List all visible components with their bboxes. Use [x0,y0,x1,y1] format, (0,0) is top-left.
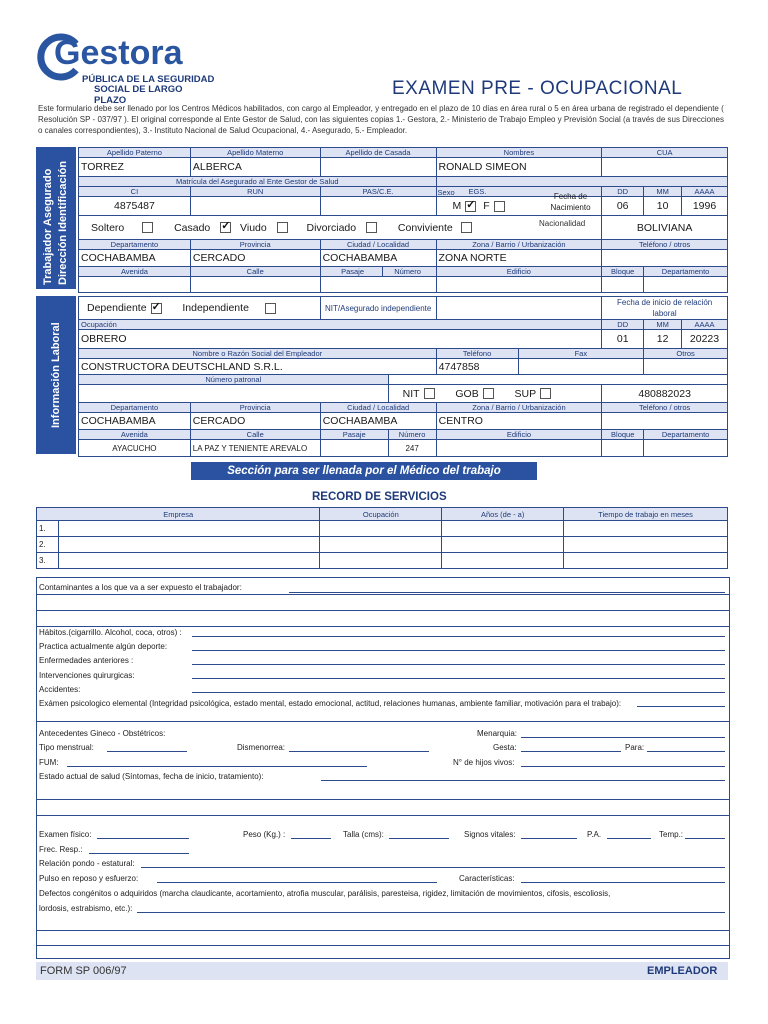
field-pasaje-numero[interactable] [320,277,436,293]
logo-line1: PÚBLICA DE LA SEGURIDAD [82,74,215,85]
hdr-spacer [436,177,727,187]
field-examen-fisico[interactable] [97,838,189,839]
label-menarquia: Menarquia: [477,729,518,738]
hdr-calle: Calle [190,267,320,277]
field-calle[interactable] [190,277,320,293]
hdr-aaaa: AAAA [682,187,728,197]
hdr-dd: DD [602,187,644,197]
field-avenida[interactable] [79,277,191,293]
form-id: FORM SP 006/97 [40,965,127,977]
hdr-dpto: Departamento [644,267,728,277]
record-empresa[interactable] [58,553,319,569]
hdr-lab-departamento: Departamento [79,403,191,413]
label-signos: Signos vitales: [464,830,516,839]
hdr-anos: Años (de - a) [442,508,564,521]
record-table [36,507,728,569]
estado-civil-row [79,216,602,240]
record-row-num: 1. [37,521,59,537]
dependiente-label: Dependiente [87,302,147,314]
field-nacionalidad[interactable]: BOLIVIANA [602,216,728,240]
footer-bar [36,962,728,980]
field-run[interactable] [190,197,320,216]
field-lab-bloque[interactable] [602,440,644,457]
hdr-cua: CUA [602,148,728,158]
field-zona[interactable]: ZONA NORTE [436,250,602,267]
nit-label: NIT [402,387,420,400]
field-patronal-blank[interactable] [79,385,389,403]
field-accidentes[interactable] [192,692,725,693]
dependiente-checkbox[interactable] [151,303,162,314]
casado-label: Casado [174,221,211,234]
hdr-run: RUN [190,187,320,197]
label-hijos: N° de hijos vivos: [453,758,515,767]
hdr-patronal-spacer [388,375,727,385]
field-lab-edificio[interactable] [436,440,602,457]
hdr-lab-telefono: Teléfono [436,349,518,359]
gob-checkbox[interactable] [483,388,494,399]
independiente-label: Independiente [182,302,249,314]
hdr-lab-pasaje: Pasaje [320,430,388,440]
record-ocupacion[interactable] [320,537,442,553]
hdr-mm: MM [644,187,682,197]
hdr-lab-avenida: Avenida [79,430,191,440]
hdr-otros: Otros [644,349,728,359]
hdr-zona: Zona / Barrio / Urbanización [436,240,602,250]
field-lab-avenida[interactable]: AYACUCHO [79,440,191,457]
sidebar-label-direccion: Dirección Identificación [57,160,69,285]
field-departamento[interactable]: COCHABAMBA [79,250,191,267]
field-relacion[interactable] [141,867,725,868]
label-frec-resp: Frec. Resp.: [39,845,83,854]
field-pa[interactable] [607,838,651,839]
field-signos[interactable] [521,838,577,839]
hdr-avenida: Avenida [79,267,191,277]
rule [37,721,729,722]
hdr-matricula: Matrícula del Asegurado al Ente Gestor de Salud [79,177,437,187]
record-title: RECORD DE SERVICIOS [312,491,447,503]
label-pulso: Pulso en reposo y esfuerzo: [39,874,139,883]
field-lab-dd[interactable]: 01 [602,330,644,349]
label-gesta: Gesta: [493,743,517,752]
exam-section [36,577,730,959]
divorciado-label: Divorciado [306,221,357,234]
hdr-lab-numero: Número [388,430,436,440]
label-dismenorrea: Dismenorrea: [237,743,286,752]
field-aaaa[interactable]: 1996 [682,197,728,216]
field-lab-numero[interactable]: 247 [388,440,436,457]
field-lab-tel-otros[interactable] [602,413,728,430]
hdr-ocupacion: Ocupación [79,320,602,330]
tipo-empleador-row [388,385,602,403]
field-hijos[interactable] [521,766,725,767]
label-contaminantes: Contaminantes a los que va a ser expuesto el trabajador: [39,583,242,592]
field-ciudad[interactable]: COCHABAMBA [320,250,436,267]
tipo-asegurado-row [79,297,321,320]
sup-label: SUP [514,387,537,400]
field-dd[interactable]: 06 [602,197,644,216]
field-razon-social[interactable]: CONSTRUCTORA DEUTSCHLAND S.R.L. [79,359,437,375]
hdr-telefono: Teléfono / otros [602,240,728,250]
field-lab-calle[interactable]: LA PAZ Y TENIENTE AREVALO [190,440,320,457]
record-anos[interactable] [442,537,564,553]
label-pa: P.A. [587,830,602,839]
field-intervenciones[interactable] [192,678,725,679]
record-anos[interactable] [442,553,564,569]
hdr-ciudad: Ciudad / Localidad [320,240,436,250]
sexo-m-label: M [452,200,462,212]
hdr-lab-dd: DD [602,320,644,330]
field-lab-departamento[interactable]: COCHABAMBA [79,413,191,430]
rule [37,594,729,595]
logo-line2: SOCIAL DE LARGO PLAZO [94,84,183,106]
hdr-apellido-materno: Apellido Materno [190,148,320,158]
hdr-lab-aaaa: AAAA [682,320,728,330]
hdr-lab-edificio: Edificio [436,430,602,440]
field-edificio[interactable] [436,277,602,293]
field-lab-aaaa[interactable]: 20223 [682,330,728,349]
label-fum: FUM: [39,758,59,767]
field-lab-dpto[interactable] [644,440,728,457]
hdr-fecha-inicio: Fecha de inicio de relación laboral [602,297,728,320]
field-talla[interactable] [389,838,449,839]
field-otros[interactable] [644,359,728,375]
label-psicologico: Exámen psicologico elemental (Integridad psicológica, estado mental, estado emocional, actitud, relaciones humanas, ambiente familiar, motivación para el trabajo): [39,699,622,708]
intro-text: Este formulario debe ser llenado por los Centros Médicos habilitados, con cargo al Empleador, y entregado en el plazo de 10 días en área rural o 5 en área urbana de registrado el dependiente ( Resolución SP - 037/97 ). El original corresponde al Ente Gestor de Salud, con las siguientes copias 1.- Gestora, 2.- Ministerio de Trabajo Empleo y Previsión Social (a través de sus Direcciones o canales correspondientes), 3.- Instituto Nacional de Salud Ocupacional, 4.- Asegurado, 5.- Empleador. [38,104,724,135]
hdr-pasaje: Pasaje [324,267,383,276]
field-ci[interactable]: 4875487 [79,197,191,216]
record-tiempo[interactable] [564,537,728,553]
hdr-tiempo: Tiempo de trabajo en meses [564,508,728,521]
record-row-num: 2. [37,537,59,553]
field-tipo-menstrual[interactable] [107,751,187,752]
field-nit-independiente[interactable] [436,297,602,320]
record-empresa[interactable] [58,521,319,537]
field-apellido-paterno[interactable]: TORREZ [79,158,191,177]
label-examen-fisico: Examen físico: [39,830,92,839]
hdr-patronal: Número patronal [79,375,389,385]
viudo-checkbox[interactable] [277,222,288,233]
field-temp[interactable] [685,838,725,839]
field-frec-resp[interactable] [89,853,189,854]
gob-label: GOB [455,387,479,400]
field-lab-provincia[interactable]: CERCADO [190,413,320,430]
record-anos[interactable] [442,521,564,537]
field-defectos[interactable] [137,912,725,913]
hdr-edificio: Edificio [436,267,602,277]
hdr-lab-mm: MM [644,320,682,330]
nit-checkbox[interactable] [424,388,435,399]
field-pulso[interactable] [157,882,437,883]
field-dismenorrea[interactable] [289,751,429,752]
laboral-table [78,296,728,457]
medico-section-banner: Sección para ser llenada por el Médico del trabajo [191,462,537,480]
label-accidentes: Accidentes: [39,685,81,694]
field-provincia[interactable]: CERCADO [190,250,320,267]
field-pas[interactable] [320,197,436,216]
hdr-lab-bloque: Bloque [602,430,644,440]
label-enfermedades: Enfermedades anteriores : [39,656,134,665]
field-enfermedades[interactable] [192,664,725,665]
rule [37,815,729,816]
section2-sidebar [36,296,76,454]
label-deporte: Practica actualmente algún deporte: [39,642,168,651]
hdr-lab-dpto: Departamento [644,430,728,440]
hdr-ci: CI [79,187,191,197]
copy-recipient: EMPLEADOR [647,965,718,977]
hdr-nit-independiente: NIT/Asegurado independiente [320,297,436,320]
record-tiempo[interactable] [564,521,728,537]
conviviente-label: Conviviente [397,221,453,234]
field-gesta[interactable] [521,751,621,752]
field-para[interactable] [647,751,725,752]
label-relacion: Relación pondo - estatural: [39,859,135,868]
label-estado-salud: Estado actual de salud (Síntomas, fecha de inicio, tratamiento): [39,772,264,781]
rule [37,945,729,946]
hdr-lab-zona: Zona / Barrio / Urbanización [436,403,602,413]
hdr-provincia: Provincia [190,240,320,250]
hdr-bloque: Bloque [602,267,644,277]
gestora-logo [36,34,216,106]
section1-sidebar [36,147,76,289]
field-lab-telefono[interactable]: 4747858 [436,359,518,375]
hdr-lab-ciudad: Ciudad / Localidad [320,403,436,413]
rule [37,626,729,627]
divorciado-checkbox[interactable] [366,222,377,233]
hdr-empresa: Empresa [37,508,320,521]
field-mm[interactable]: 10 [644,197,682,216]
label-defectos1: Defectos congénitos o adquiridos (marcha claudicante, acortamiento, atrofia muscular, parálisis, paresteisa, rigidez, limitación de movimientos, cifosis, escoliosis, [39,889,611,898]
label-gineco: Antecedentes Gineco - Obstétricos: [39,729,166,738]
field-contaminantes[interactable] [289,592,725,593]
field-nombres[interactable]: RONALD SIMEON [436,158,602,177]
viudo-label: Viudo [240,221,267,234]
label-habitos: Hábitos.(cigarrillo. Alcohol, coca, otros) : [39,628,182,637]
soltero-checkbox[interactable] [142,222,153,233]
field-numero-patronal[interactable]: 480882023 [602,385,728,403]
logo-word: Gestora [54,34,183,72]
rule [37,610,729,611]
field-menarquia[interactable] [521,737,725,738]
hdr-rec-ocupacion: Ocupación [320,508,442,521]
field-lab-mm[interactable]: 12 [644,330,682,349]
record-tiempo[interactable] [564,553,728,569]
field-lab-ciudad[interactable]: COCHABAMBA [320,413,436,430]
field-psicologico[interactable] [637,706,725,707]
field-fum[interactable] [67,766,367,767]
field-habitos[interactable] [192,636,725,637]
label-intervenciones: Intervenciones quirurgicas: [39,671,135,680]
field-fax[interactable] [518,359,644,375]
label-defectos2: lordosis, estrabismo, etc.): [39,904,133,913]
independiente-checkbox[interactable] [265,303,276,314]
hdr-numero: Número [394,267,421,276]
field-estado-salud[interactable] [321,780,725,781]
hdr-apellido-casada: Apellido de Casada [320,148,436,158]
label-tipo-menstrual: Tipo menstrual: [39,743,94,752]
sup-checkbox[interactable] [540,388,551,399]
hdr-lab-tel-otros: Teléfono / otros [602,403,728,413]
field-peso[interactable] [291,838,331,839]
form-title: EXAMEN PRE - OCUPACIONAL [392,78,683,99]
label-peso: Peso (Kg.) : [243,830,286,839]
hdr-nombres: Nombres [436,148,602,158]
field-telefono[interactable] [602,250,728,267]
hdr-razon-social: Nombre o Razón Social del Empleador [79,349,437,359]
field-apellido-materno[interactable]: ALBERCA [190,158,320,177]
field-lab-zona[interactable]: CENTRO [436,413,602,430]
hdr-pasaje-numero [320,267,436,277]
sexo-label: Sexo [437,188,455,197]
field-caracteristicas[interactable] [521,882,725,883]
soltero-label: Soltero [91,221,125,234]
rule [37,930,729,931]
field-dpto[interactable] [644,277,728,293]
sexo-m-checkbox[interactable] [465,201,476,212]
field-cua[interactable] [602,158,728,177]
field-lab-pasaje[interactable] [320,440,388,457]
record-ocupacion[interactable] [320,521,442,537]
rule [37,799,729,800]
hdr-pas: PAS/C.E. [320,187,436,197]
record-empresa[interactable] [58,537,319,553]
label-caracteristicas: Características: [459,874,515,883]
hdr-egs-label: EGS. [468,187,487,196]
field-deporte[interactable] [192,650,725,651]
sexo-f-label: F [483,200,490,212]
hdr-departamento: Departamento [79,240,191,250]
nacionalidad-label: Nacionalidad [539,219,586,228]
record-ocupacion[interactable] [320,553,442,569]
label-temp: Temp.: [659,830,684,839]
label-para: Para: [625,743,645,752]
field-bloque[interactable] [602,277,644,293]
sexo-f-checkbox[interactable] [494,201,505,212]
hdr-lab-calle: Calle [190,430,320,440]
field-ocupacion[interactable]: OBRERO [79,330,602,349]
fecha-nac-label: Fecha de Nacimiento [550,192,591,212]
casado-checkbox[interactable] [220,222,231,233]
hdr-lab-provincia: Provincia [190,403,320,413]
sidebar-label-trabajador: Trabajador Asegurado [42,168,54,285]
hdr-apellido-paterno: Apellido Paterno [79,148,191,158]
sidebar-label-laboral: Información Laboral [50,322,62,428]
record-row-num: 3. [37,553,59,569]
conviviente-checkbox[interactable] [461,222,472,233]
field-apellido-casada[interactable] [320,158,436,177]
hdr-fax: Fax [518,349,644,359]
label-talla: Talla (cms): [343,830,384,839]
trabajador-table [78,147,728,293]
